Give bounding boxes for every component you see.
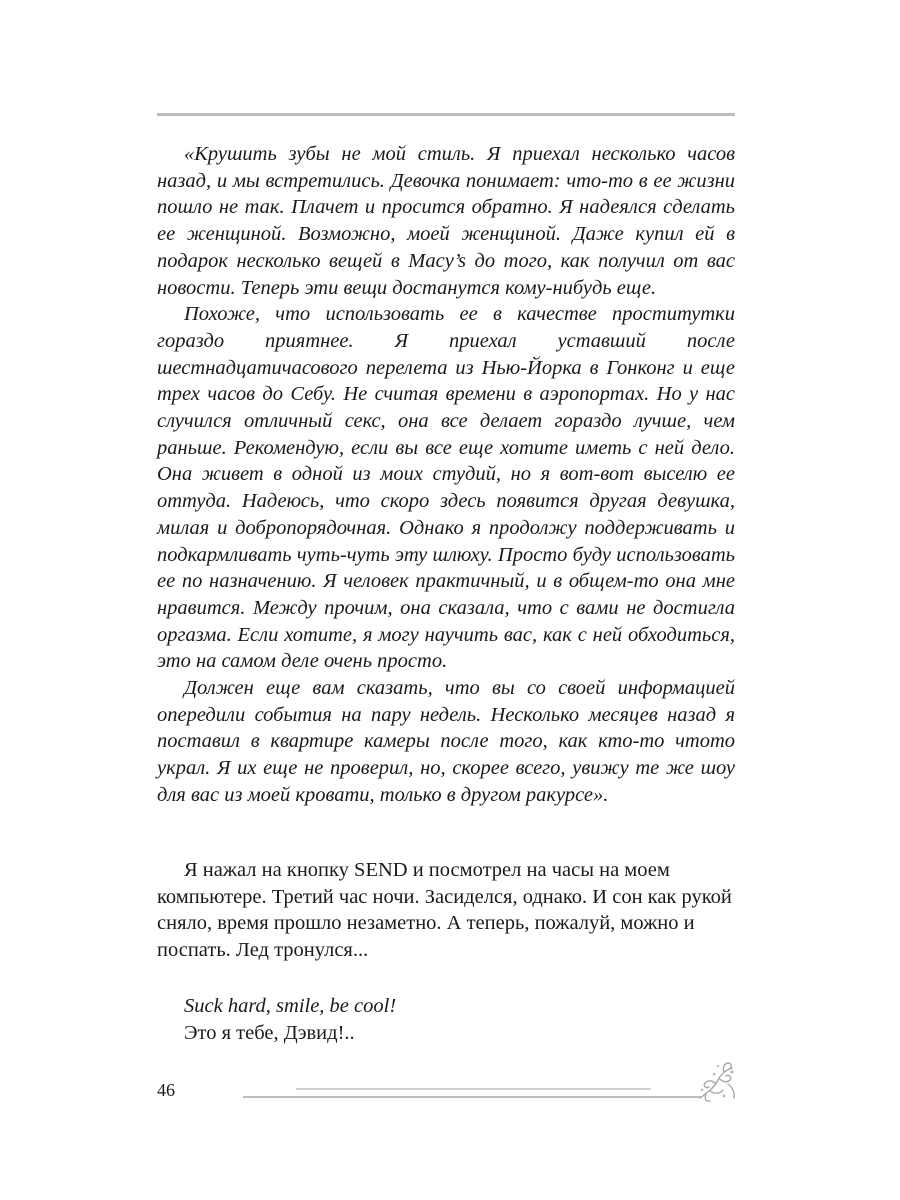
letter-paragraph-2: Похоже, что использовать ее в качестве проститутки гораздо приятнее. Я приехал уставший после шестнадцатичасового перелета из Нью-Йорка в Гонконг и еще трех часов до Себу. Не считая времени в аэропортах. Но у нас случился отличный секс, она все делает гораздо лучше, чем раньше. Рекомендую, если вы все еще хотите иметь с ней дело. Она живет в одной из моих студий, но я вот-вот выселю ее оттуда. Надеюсь, что скоро здесь появится другая девушка, милая и добропорядочная. Однако я продолжу поддерживать и подкармливать чуть-чуть эту шлюху. Просто буду использовать ее по назначению. Я человек практичный, и в общем-то она мне нравится. Между прочим, она сказала, что с вами не достигла оргазма. Если хотите, я могу научить вас, как с ней обходиться, это на самом деле очень просто. [157, 303, 735, 673]
closing-block [157, 993, 735, 1046]
page-number: 46 [157, 1080, 175, 1100]
footer-rule-lower [243, 1096, 701, 1098]
closing-line-2: Это я тебе, Дэвид!.. [184, 1021, 355, 1044]
closing-line-1: Suck hard, smile, be cool! [184, 995, 397, 1017]
letter-paragraph-3: Должен еще вам сказать, что вы со своей информацией опередили события на пару недель. Несколько месяцев назад я поставил в квартире камеры после того, как кто-то чтото украл. Я их еще не проверил, но, скорее всего, увижу те же шоу для вас из моей кровати, только в другом ракурсе». [157, 677, 735, 806]
header-rule [157, 113, 735, 116]
floral-ornament-icon [694, 1058, 738, 1104]
letter-block [157, 141, 735, 809]
letter-paragraph-1: «Крушить зубы не мой стиль. Я приехал несколько часов назад, и мы встретились. Девочка понимает: что-то в ее жизни пошло не так. Плачет и просится обратно. Я надеялся сделать ее женщиной. Возможно, моей женщиной. Даже купил ей в подарок несколько вещей в Macy’s до того, как получил от вас новости. Теперь эти вещи достанутся кому-нибудь еще. [157, 143, 735, 299]
narration-paragraph-1: Я нажал на кнопку SEND и посмотрел на часы на моем компьютере. Третий час ночи. Засиделся, однако. И сон как рукой сняло, время прошло незаметно. А теперь, пожалуй, можно и поспать. Лед тронулся... [157, 859, 732, 962]
narration-block [157, 857, 735, 964]
footer-rule-upper [296, 1088, 651, 1090]
